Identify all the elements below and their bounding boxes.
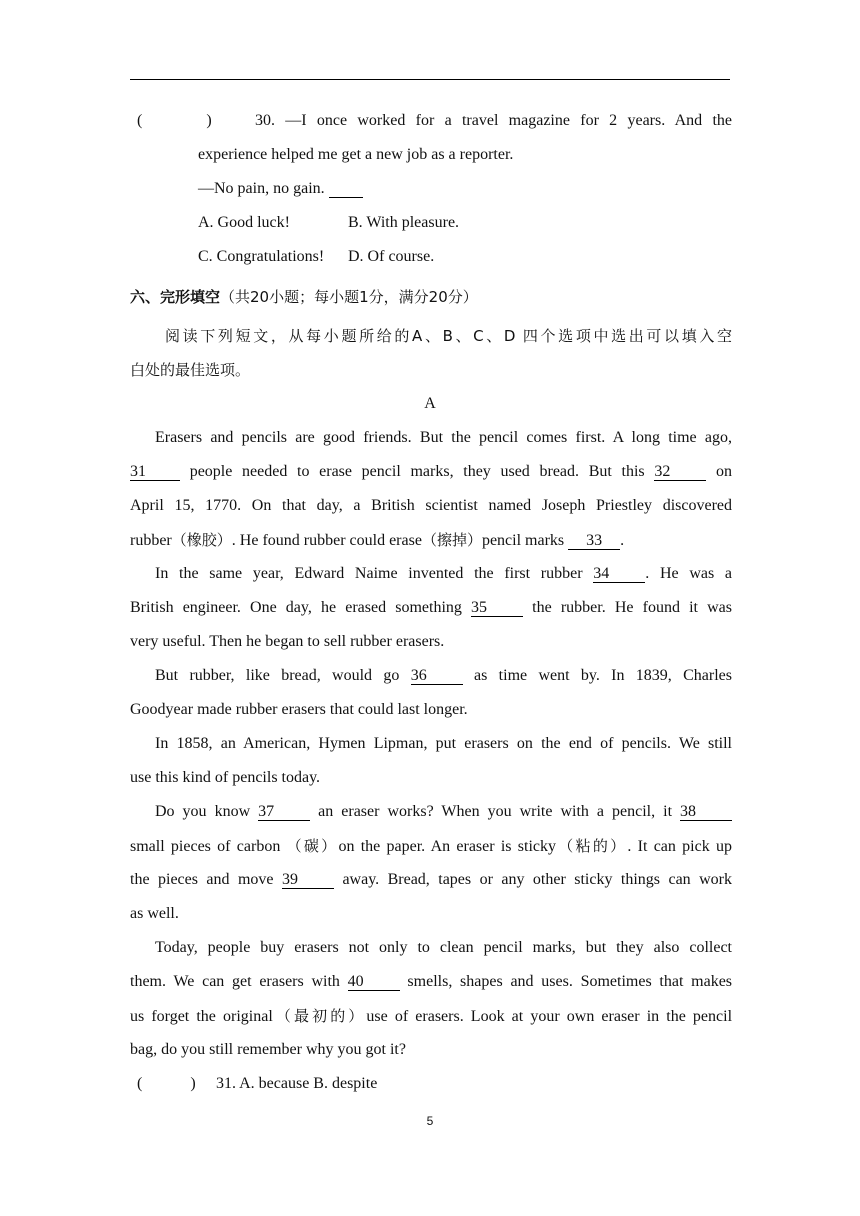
blank-40: 40: [348, 973, 400, 991]
blank-32: 32: [654, 463, 706, 481]
passage-text: us forget the original: [130, 1008, 273, 1025]
q31-options: 31. A. because B. despite: [216, 1075, 378, 1092]
passage-line-19: bag, do you still remember why you got it?: [130, 1041, 406, 1058]
passage-text: . He was a: [645, 565, 732, 582]
passage-line-7: very useful. Then he began to sell rubber erasers.: [130, 633, 445, 650]
passage-label: A: [424, 395, 436, 412]
passage-text: . It can pick up: [627, 838, 733, 855]
passage-line-9: Goodyear made rubber erasers that could last longer.: [130, 701, 468, 718]
passage-text: In the same year, Edward Naime invented the first rubber: [155, 565, 583, 582]
passage-line-5: [155, 564, 732, 584]
passage-line-11: use this kind of pencils today.: [130, 769, 321, 786]
passage-line-13: [130, 836, 732, 857]
q30-option-a: A. Good luck!: [198, 214, 290, 231]
passage-text: the pieces and move: [130, 871, 274, 888]
passage-line-2: [130, 462, 732, 482]
instruction-line-2: 白处的最佳选项。: [130, 361, 251, 379]
q30-option-d: D. Of course.: [348, 248, 435, 265]
blank-31: 31: [130, 463, 180, 481]
gloss-rubber: （橡胶）: [171, 531, 232, 549]
passage-line-4: [130, 530, 624, 551]
passage-text: as time went by. In 1839, Charles: [474, 667, 733, 684]
blank-34: 34: [593, 565, 645, 583]
passage-text: But rubber, like bread, would go: [155, 667, 400, 684]
passage-line-12: [155, 802, 732, 822]
passage-line-17: [130, 972, 732, 992]
passage-text: rubber: [130, 532, 172, 549]
gloss-erase: （擦掉）: [421, 531, 482, 549]
q30-option-c: C. Congratulations!: [198, 248, 325, 265]
q30-dialogue: —No pain, no gain.: [198, 180, 325, 197]
blank-30: [329, 180, 363, 198]
passage-text: on the paper. An eraser is sticky: [338, 838, 557, 855]
passage-text: pencil marks: [481, 532, 565, 549]
q30-line-1: 30. —I once worked for a travel magazine for 2 years. And the: [255, 112, 732, 129]
q30-line-2: experience helped me get a new job as a reporter.: [198, 146, 514, 163]
passage-line-18: [130, 1006, 732, 1027]
passage-text: . He found rubber could erase: [231, 532, 422, 549]
passage-text: smells, shapes and uses. Sometimes that makes: [407, 973, 733, 990]
section-heading: [130, 287, 478, 307]
passage-text: British engineer. One day, he erased something: [130, 599, 462, 616]
passage-text: an eraser works? When you write with a pencil, it: [318, 803, 673, 820]
gloss-original: （最初的）: [272, 1007, 367, 1025]
passage-line-6: [130, 598, 732, 618]
blank-38: 38: [680, 803, 732, 821]
passage-line-10: In 1858, an American, Hymen Lipman, put erasers on the end of pencils. We still: [155, 735, 732, 752]
passage-line-15: as well.: [130, 905, 179, 922]
answer-paren-30: ( ): [137, 112, 212, 129]
header-rule: [130, 79, 730, 80]
q30-option-b: B. With pleasure.: [348, 214, 460, 231]
page-number: 5: [426, 1114, 434, 1128]
answer-paren-31: ( ): [137, 1075, 196, 1092]
passage-line-8: [155, 666, 732, 686]
passage-text: them. We can get erasers with: [130, 973, 340, 990]
passage-text: use of erasers. Look at your own eraser in the pencil: [366, 1008, 733, 1025]
section-note: （共20小题；每小题1分，满分20分）: [220, 288, 478, 306]
passage-text: Do you know: [155, 803, 251, 820]
q30-line-3: [198, 179, 363, 199]
passage-text: on: [716, 463, 733, 480]
passage-text: away. Bread, tapes or any other sticky things can work: [342, 871, 733, 888]
instruction-line-1: 阅读下列短文，从每小题所给的A、B、C、D 四个选项中选出可以填入空: [165, 327, 732, 345]
passage-text: small pieces of carbon: [130, 838, 281, 855]
passage-text: people needed to erase pencil marks, they used bread. But this: [189, 463, 645, 480]
passage-text: the rubber. He found it was: [532, 599, 733, 616]
gloss-sticky: （粘的）: [556, 837, 628, 855]
blank-35: 35: [471, 599, 523, 617]
passage-line-3: April 15, 1770. On that day, a British scientist named Joseph Priestley discovered: [130, 497, 732, 514]
passage-text: .: [620, 532, 625, 549]
gloss-carbon: （碳）: [286, 837, 339, 855]
passage-line-1: Erasers and pencils are good friends. But the pencil comes first. A long time ago,: [155, 429, 732, 446]
passage-line-14: [130, 870, 732, 890]
blank-39: 39: [282, 871, 334, 889]
blank-37: 37: [258, 803, 310, 821]
section-title: 六、完形填空: [130, 288, 221, 306]
blank-33: 33: [568, 532, 620, 550]
blank-36: 36: [411, 667, 463, 685]
passage-line-16: Today, people buy erasers not only to clean pencil marks, but they also collect: [155, 939, 732, 956]
